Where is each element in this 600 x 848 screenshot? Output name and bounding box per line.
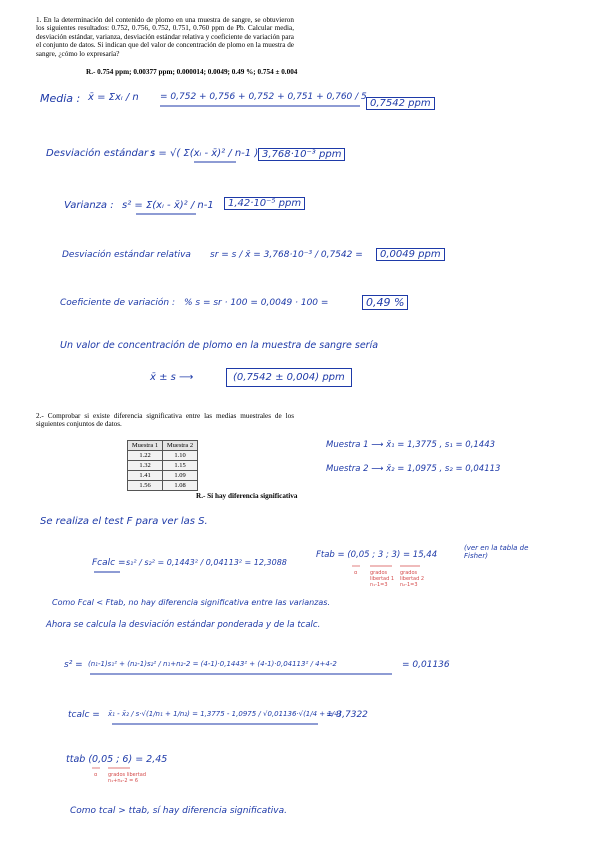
ttab-value: ttab (0,05 ; 6) = 2,45 <box>66 754 168 765</box>
rel-formula: sr = s / x̄ = 3,768·10⁻³ / 0,7542 = <box>210 250 363 260</box>
problem-2-answer: R.- Sí hay diferencia significativa <box>196 492 298 500</box>
pooled-s-formula: (n₁-1)s₁² + (n₂-1)s₂² / n₁+n₂-2 = (4-1)·0,1443² + (4-1)·0,04113² / 4+4-2 <box>88 660 337 668</box>
sample-2-stats: Muestra 2 ⟶ x̄₂ = 1,0975 , s₂ = 0,04113 <box>326 464 501 474</box>
table-cell: 1.22 <box>128 451 163 461</box>
ftab-value: Ftab = (0,05 ; 3 ; 3) = 15,44 <box>316 550 438 560</box>
expression-left: x̄ ± s ⟶ <box>150 372 194 383</box>
table-cell: 1.32 <box>128 461 163 471</box>
final-conclusion: Como tcal > ttab, sí hay diferencia significativa. <box>70 806 287 816</box>
fcalc-formula: s₁² / s₂² = 0,1443² / 0,04113² = 12,3088 <box>126 558 287 567</box>
red-alpha-note: α <box>354 570 358 576</box>
table-cell: 1.09 <box>163 471 198 481</box>
sample-1-stats: Muestra 1 ⟶ x̄₁ = 1,3775 , s₁ = 0,1443 <box>326 440 496 450</box>
problem-1-answer: R.- 0.754 ppm; 0.00377 ppm; 0.000014; 0.0049; 0.49 %; 0.754 ± 0.004 <box>86 68 298 76</box>
tcalc-result: = 3,7322 <box>326 710 368 720</box>
cv-label: Coeficiente de variación : <box>60 298 175 308</box>
problem-1-statement: 1. En la determinación del contenido de plomo en una muestra de sangre, se obtuvieron los siguientes resultados: 0.752, 0.756, 0.752, 0.751, 0.760 ppm de Pb. Calcular media, desviación estándar, varianza, desviación estándar relativa y coeficiente de variación para el conjunto de datos. Si indican que del valor de concentración de plomo en la muestra de sangre, ¿cómo lo expresaría? <box>36 16 294 58</box>
column-header: Muestra 2 <box>163 441 198 451</box>
table-cell: 1.15 <box>163 461 198 471</box>
media-label: Media : <box>40 92 81 105</box>
cv-result: 0,49 % <box>362 295 408 310</box>
fcalc-label: Fcalc = <box>92 558 126 568</box>
ftab-note: (ver en la tabla de Fisher) <box>464 544 529 560</box>
table-cell: 1.08 <box>163 481 198 491</box>
media-result: 0,7542 ppm <box>366 97 435 110</box>
pooled-intro-text: Ahora se calcula la desviación estándar ponderada y de la tcalc. <box>46 620 321 630</box>
desv-result: 3,768·10⁻³ ppm <box>258 148 345 161</box>
tcalc-label: tcalc = <box>68 710 100 720</box>
table-cell: 1.56 <box>128 481 163 491</box>
var-formula: s² = Σ(xᵢ - x̄)² / n-1 <box>122 200 214 211</box>
table-cell: 1.41 <box>128 471 163 481</box>
conclusion-text: Un valor de concentración de plomo en la muestra de sangre sería <box>60 340 379 351</box>
desv-formula: s = √( Σ(xᵢ - x̄)² / n-1 ) <box>150 148 259 159</box>
expression-result: (0,7542 ± 0,004) ppm <box>226 368 352 387</box>
red-df2-note: grados libertad 2 n₂-1=3 <box>400 570 425 588</box>
tcalc-formula: x̄₁ - x̄₂ / s·√(1/n₁ + 1/n₂) = 1,3775 - 1,0975 / √0,01136·√(1/4 + 1/4) <box>108 710 342 718</box>
rel-label: Desviación estándar relativa <box>62 250 191 260</box>
media-formula: x̄ = Σxᵢ / n <box>88 92 139 103</box>
desv-label: Desviación estándar : <box>46 148 155 159</box>
pooled-s-label: s² = <box>64 660 83 670</box>
red-df1-note: grados libertad 1 n₁-1=3 <box>370 570 395 588</box>
f-comparison-text: Como Fcal < Ftab, no hay diferencia significativa entre las varianzas. <box>52 598 330 607</box>
problem-2-statement: 2.- Comprobar si existe diferencia significativa entre las medias muestrales de los siguientes conjuntos de datos. <box>36 412 294 429</box>
var-label: Varianza : <box>64 200 114 211</box>
column-header: Muestra 1 <box>128 441 163 451</box>
f-test-intro: Se realiza el test F para ver las S. <box>40 516 208 527</box>
media-calc: = 0,752 + 0,756 + 0,752 + 0,751 + 0,760 / 5 <box>160 92 367 102</box>
cv-formula: % s = sr · 100 = 0,0049 · 100 = <box>184 298 329 308</box>
rel-result: 0,0049 ppm <box>376 248 445 261</box>
var-result: 1,42·10⁻⁵ ppm <box>224 197 305 210</box>
table-cell: 1.10 <box>163 451 198 461</box>
red-t-alpha-note: α <box>94 772 98 778</box>
pooled-s-result: = 0,01136 <box>402 660 450 670</box>
red-t-df-note: grados libertad n₁+n₂-2 = 6 <box>108 772 147 784</box>
